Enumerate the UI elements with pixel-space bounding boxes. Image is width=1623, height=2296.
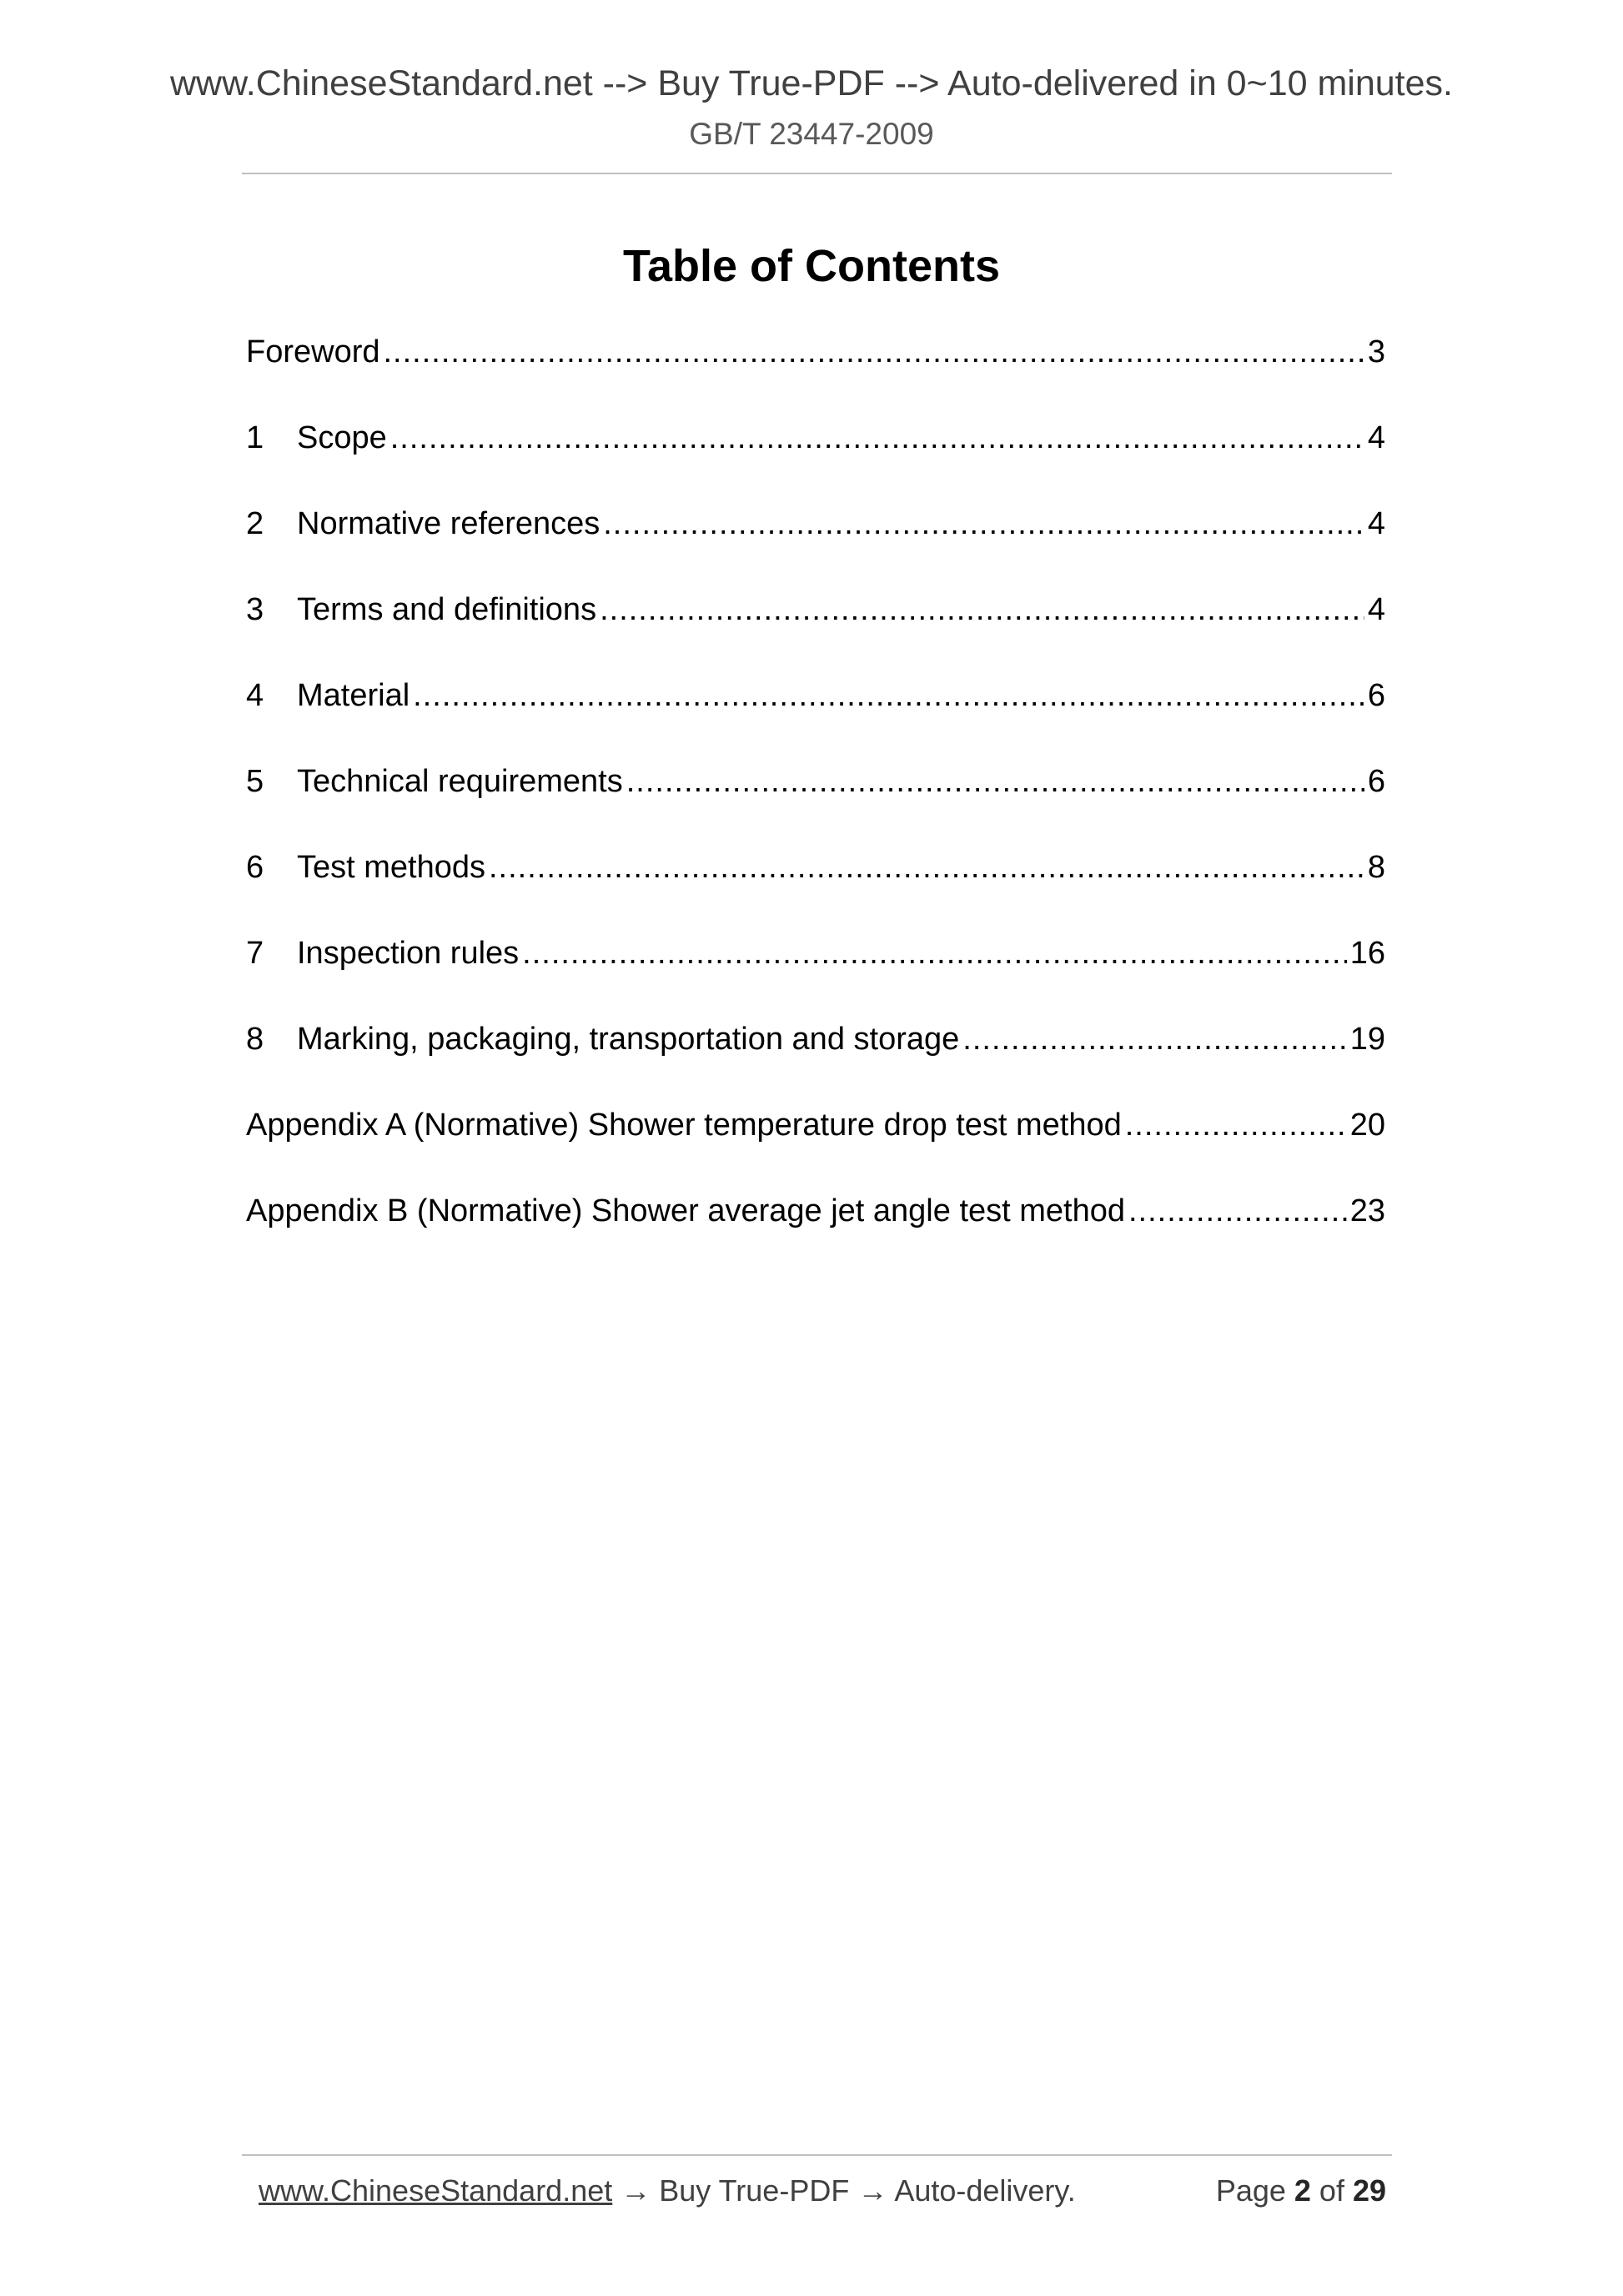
toc-entry-label: Technical requirements: [297, 764, 623, 799]
page-number: [1216, 2173, 1386, 2208]
toc-title: Table of Contents: [623, 241, 1000, 291]
toc-entry-label: Material: [297, 678, 410, 713]
toc-leader-dots: [489, 845, 1364, 890]
footer-divider: [242, 2154, 1392, 2156]
toc-entry-material[interactable]: [246, 673, 1385, 759]
toc-entry-number: 2: [246, 506, 264, 541]
toc-leader-dots: [413, 673, 1364, 718]
toc-leader-dots: [626, 759, 1364, 804]
toc-entry-page: 16: [1349, 936, 1385, 971]
page-prefix: Page: [1215, 2173, 1294, 2208]
toc-entry-scope[interactable]: [246, 415, 1385, 501]
toc-entry-page: 4: [1367, 592, 1385, 627]
toc-leader-dots: [600, 587, 1364, 632]
toc-leader-dots: [1125, 1103, 1347, 1148]
toc-leader-dots: [962, 1017, 1346, 1062]
toc-leader-dots: [522, 931, 1347, 976]
toc-entry-number: 6: [246, 850, 264, 885]
toc-entry-label: Terms and definitions: [297, 592, 597, 627]
toc-entry-appendix-b[interactable]: [246, 1188, 1385, 1274]
toc-entry-foreword[interactable]: [246, 329, 1385, 415]
toc-leader-dots: [1128, 1188, 1347, 1233]
toc-entry-label: Normative references: [297, 506, 600, 541]
toc-entry-label: Appendix B (Normative) Shower average jet angle test method: [246, 1193, 1125, 1228]
toc-entry-label: Appendix A (Normative) Shower temperature drop test method: [246, 1108, 1122, 1143]
toc-entry-label: Marking, packaging, transportation and storage: [297, 1022, 960, 1057]
toc-entry-page: 4: [1367, 506, 1385, 541]
toc-entry-appendix-a[interactable]: [246, 1103, 1385, 1188]
toc-entry-marking-packaging[interactable]: [246, 1017, 1385, 1103]
toc-list: [246, 329, 1385, 1274]
toc-entry-inspection-rules[interactable]: [246, 931, 1385, 1017]
toc-entry-terms-and-definitions[interactable]: [246, 587, 1385, 673]
toc-entry-number: 1: [246, 420, 264, 455]
toc-entry-technical-requirements[interactable]: [246, 759, 1385, 845]
footer-promo: [259, 2173, 1076, 2208]
toc-entry-label: Test methods: [297, 850, 485, 885]
toc-entry-test-methods[interactable]: [246, 845, 1385, 931]
footer-promo-text: → Buy True-PDF → Auto-delivery.: [612, 2173, 1076, 2208]
toc-entry-label: Inspection rules: [297, 936, 520, 971]
toc-entry-page: 20: [1349, 1108, 1385, 1143]
header-divider: [242, 173, 1392, 174]
toc-entry-number: 4: [246, 678, 264, 713]
page-of: of: [1310, 2173, 1353, 2208]
page-current: 2: [1294, 2173, 1311, 2208]
header-banner: www.ChineseStandard.net --> Buy True-PDF --> Auto-delivered in 0~10 minutes.: [169, 63, 1453, 103]
toc-entry-number: 8: [246, 1022, 264, 1057]
footer-site-link[interactable]: www.ChineseStandard.net: [259, 2173, 613, 2208]
toc-entry-page: 19: [1349, 1022, 1385, 1057]
page-footer: [259, 2173, 1386, 2208]
toc-entry-page: 23: [1349, 1193, 1385, 1228]
toc-leader-dots: [390, 415, 1364, 460]
toc-entry-page: 6: [1367, 764, 1385, 799]
page-total: 29: [1352, 2173, 1386, 2208]
toc-leader-dots: [603, 501, 1364, 546]
toc-entry-label: Scope: [297, 420, 387, 455]
standard-number: GB/T 23447-2009: [689, 117, 934, 151]
toc-entry-label: Foreword: [246, 334, 380, 369]
toc-entry-normative-references[interactable]: [246, 501, 1385, 587]
toc-entry-page: 4: [1367, 420, 1385, 455]
toc-leader-dots: [384, 329, 1364, 374]
toc-entry-number: 7: [246, 936, 264, 971]
toc-entry-number: 5: [246, 764, 264, 799]
toc-entry-page: 6: [1367, 678, 1385, 713]
toc-entry-page: 8: [1367, 850, 1385, 885]
toc-entry-page: 3: [1367, 334, 1385, 369]
toc-entry-number: 3: [246, 592, 264, 627]
